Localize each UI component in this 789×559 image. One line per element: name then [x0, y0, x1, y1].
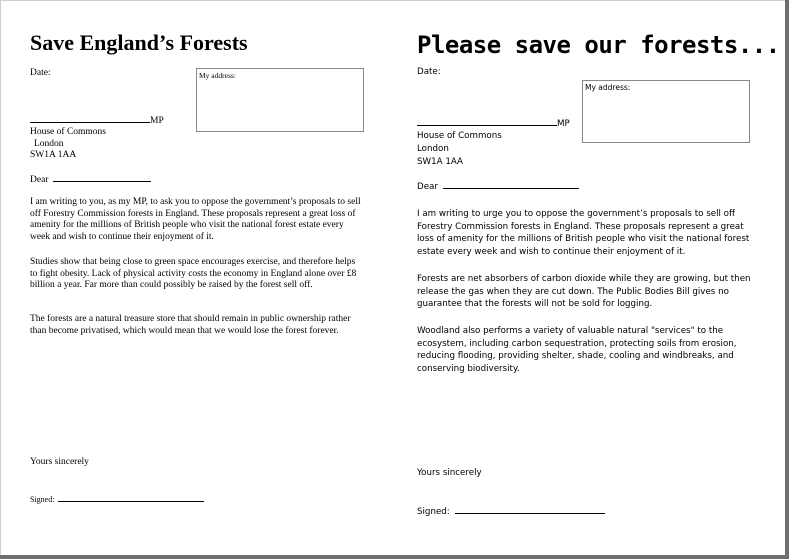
right-recipient-address [417, 130, 502, 169]
left-recipient-address [30, 127, 106, 162]
left-dear-blank[interactable] [53, 181, 151, 182]
left-dear-line[interactable] [30, 175, 151, 185]
left-signed-line[interactable] [30, 495, 204, 504]
right-letter [390, 0, 789, 559]
left-paragraph-3: The forests are a natural treasure store that should remain in public ownership rather than become privatised, which would mean that we would lose the forest forever. [30, 314, 351, 336]
right-signed-line[interactable] [417, 507, 605, 517]
right-dear-blank[interactable] [443, 188, 579, 189]
left-address-line-2: London [34, 138, 64, 149]
right-dear-label: Dear [417, 182, 438, 192]
right-signature-blank[interactable] [455, 513, 605, 514]
right-address-line-3: SW1A 1AA [417, 157, 463, 167]
left-letter-title: Save England’s Forests [30, 30, 248, 55]
right-paragraph-1: I am writing to urge you to oppose the government’s proposals to sell off Forestry Commission forests in England. These proposals represent a great loss of amenity for the millions of British people who visit the national forest estate every week and wish to continue their enjoyment of it. [417, 209, 750, 257]
right-mp-name-blank[interactable] [417, 125, 557, 126]
left-mp-name-blank[interactable] [30, 122, 150, 123]
right-date-label: Date: [417, 67, 441, 77]
left-paragraph-2: Studies show that being close to green space encourages exercise, and therefore helps to fight obesity. Lack of physical activity costs the economy in England alone over £8 billion a year. Far more than could possibly be raised by the forest sell off. [30, 257, 357, 290]
right-signed-label: Signed: [417, 507, 450, 517]
left-paragraph-1: I am writing to you, as my MP, to ask you to oppose the government’s proposals to sell off Forestry Commission forests in England. These proposals represent a great loss of amenity for the millions of British people who visit the national forest estate every week and wish to continue their enjoyment of it. [30, 197, 361, 242]
left-mp-line[interactable] [30, 116, 164, 126]
left-address-box[interactable] [196, 68, 364, 132]
left-closing: Yours sincerely [30, 457, 89, 467]
left-date-label: Date: [30, 68, 51, 78]
left-mp-suffix: MP [150, 116, 164, 126]
left-dear-label: Dear [30, 175, 49, 185]
right-letter-title: Please save our forests... [417, 31, 780, 59]
right-address-line-1: House of Commons [417, 131, 502, 141]
right-mp-line[interactable] [417, 119, 570, 129]
right-paragraph-3: Woodland also performs a variety of valuable natural "services" to the ecosystem, including carbon sequestration, protecting soils from erosion, reducing flooding, providing shelter, shade, cooling and windbreaks, and conserving biodiversity. [417, 326, 737, 374]
right-dear-line[interactable] [417, 182, 579, 192]
left-address-line-3: SW1A 1AA [30, 150, 77, 160]
left-address-box-label: My address: [199, 71, 236, 80]
right-address-box-label: My address: [585, 83, 631, 92]
right-address-line-2: London [417, 144, 449, 154]
left-letter [0, 0, 390, 559]
right-address-box[interactable] [582, 80, 750, 143]
left-signed-label: Signed: [30, 495, 55, 504]
left-signature-blank[interactable] [58, 501, 204, 502]
right-closing: Yours sincerely [417, 468, 482, 478]
left-address-line-1: House of Commons [30, 127, 106, 137]
right-mp-suffix: MP [557, 119, 570, 129]
right-paragraph-2: Forests are net absorbers of carbon dioxide while they are growing, but then release the gas when they are cut down. The Public Bodies Bill gives no guarantee that the forests will not be sold for logging. [417, 274, 751, 309]
